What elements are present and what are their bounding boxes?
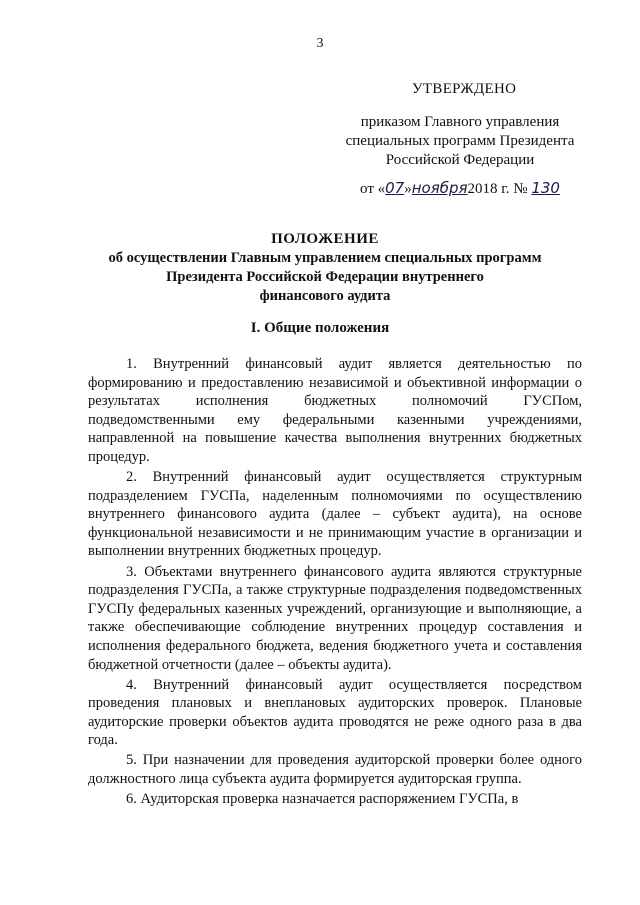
handwritten-month: ноября xyxy=(411,179,468,197)
handwritten-order-number: 130 xyxy=(531,179,560,197)
title-line: финансового аудита xyxy=(259,288,391,304)
section-title: I. Общие положения xyxy=(250,320,390,336)
paragraph: 5. При назначении для проведения аудиторской проверки более одного должностного лица субъекта аудита формируется аудиторская группа. xyxy=(88,752,582,788)
paragraph: 3. Объектами внутреннего финансового аудита являются структурные подразделения ГУСПа, а также структурные подразделения подведомственных ГУСПу федеральных казенных учреждений, организующие и выполняющие, а также обеспечивающие соблюдение внутренних процедур составления и исполнения федерального бюджета, ведения бюджетного учета и составления бюджетной отчетности (далее – объекты аудита). xyxy=(88,563,582,673)
title-line: Президента Российской Федерации внутреннего xyxy=(166,269,484,285)
document-title xyxy=(90,230,560,306)
date-year: 2018 г. № xyxy=(467,181,528,197)
page-number: 3 xyxy=(316,36,324,51)
paragraph: 6. Аудиторская проверка назначается распоряжением ГУСПа, в xyxy=(126,791,519,808)
title-line: об осуществлении Главным управлением специальных программ xyxy=(108,250,542,266)
date-prefix: от « xyxy=(360,181,386,197)
approval-line: специальных программ Президента xyxy=(345,133,575,149)
title-main: ПОЛОЖЕНИЕ xyxy=(271,231,379,247)
approval-heading: УТВЕРЖДЕНО xyxy=(412,81,517,97)
paragraph: 4. Внутренний финансовый аудит осуществляется посредством проведения плановых и внеплановых аудиторских проверок. Плановые аудиторские проверки объектов аудита проводятся не реже одного раза в два года. xyxy=(88,676,582,749)
paragraph: 1. Внутренний финансовый аудит является деятельностью по формированию и предоставлению независимой и объективной информации о результатах исполнения бюджетных полномочий ГУСПом, подведомственными ему федеральными казенными учреждениями, направленной на повышение качества выполнения внутренних бюджетных процедур. xyxy=(88,356,582,465)
approval-line: Российской Федерации xyxy=(385,152,535,168)
body-text xyxy=(88,355,582,810)
paragraph: 2. Внутренний финансовый аудит осуществляется структурным подразделением ГУСПа, наделенным полномочиями по осуществлению внутреннего финансового аудита (далее – субъект аудита), на основе функциональной независимости и не принимающим участие в организации и выполнении внутренних бюджетных процедур. xyxy=(88,469,582,560)
handwritten-day: 07 xyxy=(385,179,405,197)
approval-line: приказом Главного управления xyxy=(360,114,560,130)
approval-block xyxy=(330,80,590,199)
approval-date-line xyxy=(330,179,590,199)
date-mid: » xyxy=(404,181,412,197)
